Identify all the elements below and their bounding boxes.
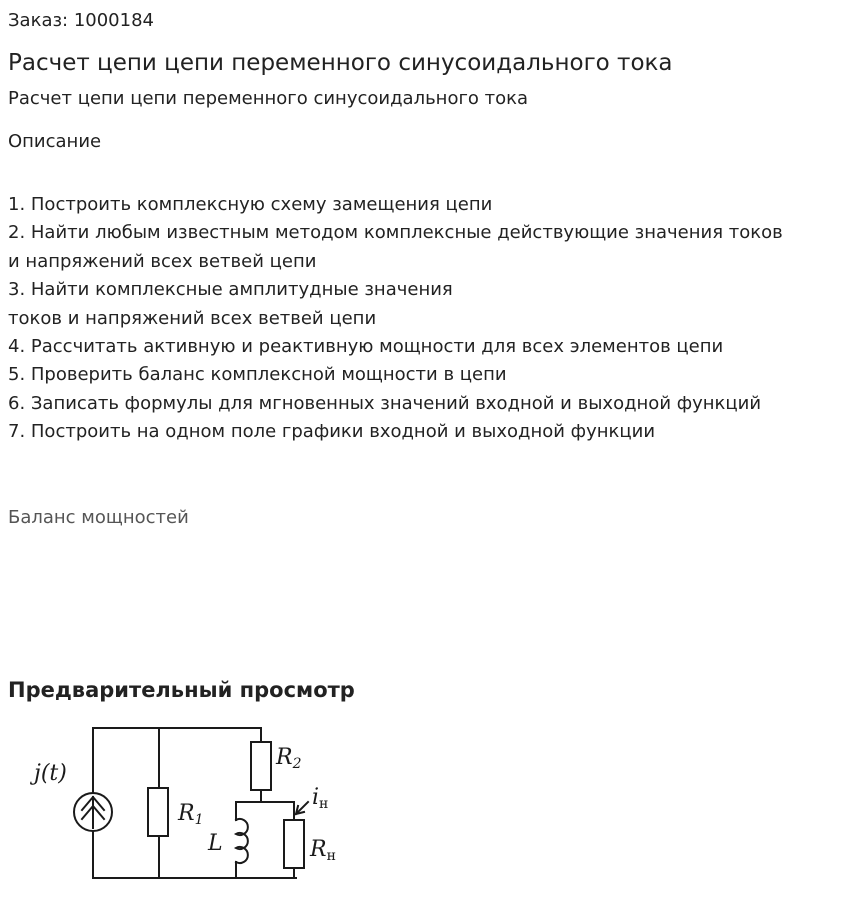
task-line: и напряжений всех ветвей цепи — [8, 250, 317, 272]
preview-heading: Предварительный просмотр — [8, 678, 355, 702]
page-title: Расчет цепи цепи переменного синусоидального тока — [8, 50, 673, 76]
current-label: i — [312, 785, 320, 810]
r1-label: R — [178, 801, 195, 826]
source-label: j(t) — [34, 761, 67, 786]
svg-text:iн — [312, 785, 328, 812]
task-line: 3. Найти комплексные амплитудные значения — [8, 279, 453, 301]
task-line: 7. Построить на одном поле графики входной и выходной функции — [8, 421, 656, 443]
svg-text:R1 — [177, 801, 204, 828]
description-heading: Описание — [8, 131, 102, 152]
task-line: 2. Найти любым известным методом комплексные действующие значения токов — [8, 222, 783, 244]
inductor-coil — [236, 819, 248, 863]
page-subtitle: Расчет цепи цепи переменного синусоидального тока — [8, 88, 529, 109]
circuit-diagram-image — [18, 720, 348, 888]
r2-label: R — [276, 745, 293, 770]
task-line: 1. Построить комплексную схему замещения цепи — [8, 194, 493, 215]
r2-resistor — [251, 742, 271, 790]
task-line: токов и напряжений всех ветвей цепи — [8, 307, 377, 329]
task-line: 4. Рассчитать активную и реактивную мощности для всех элементов цепи — [8, 336, 724, 358]
r1-resistor — [148, 788, 168, 836]
load-resistor — [284, 820, 304, 868]
current-subscript: н — [319, 796, 329, 812]
load-subscript: н — [326, 848, 336, 864]
inductor-label: L — [208, 831, 223, 856]
order-number: Заказ: 1000184 — [8, 10, 154, 31]
r2-subscript: 2 — [292, 756, 302, 772]
load-label: R — [310, 837, 327, 862]
task-list — [8, 191, 838, 447]
task-line: 6. Записать формулы для мгновенных значений входной и выходной функций — [8, 392, 762, 414]
svg-text:Rн — [309, 837, 336, 864]
task-line: 5. Проверить баланс комплексной мощности в цепи — [8, 364, 507, 386]
balance-link[interactable]: Баланс мощностей — [8, 507, 189, 528]
r1-subscript: 1 — [194, 812, 204, 828]
svg-text:R2 — [275, 745, 302, 772]
